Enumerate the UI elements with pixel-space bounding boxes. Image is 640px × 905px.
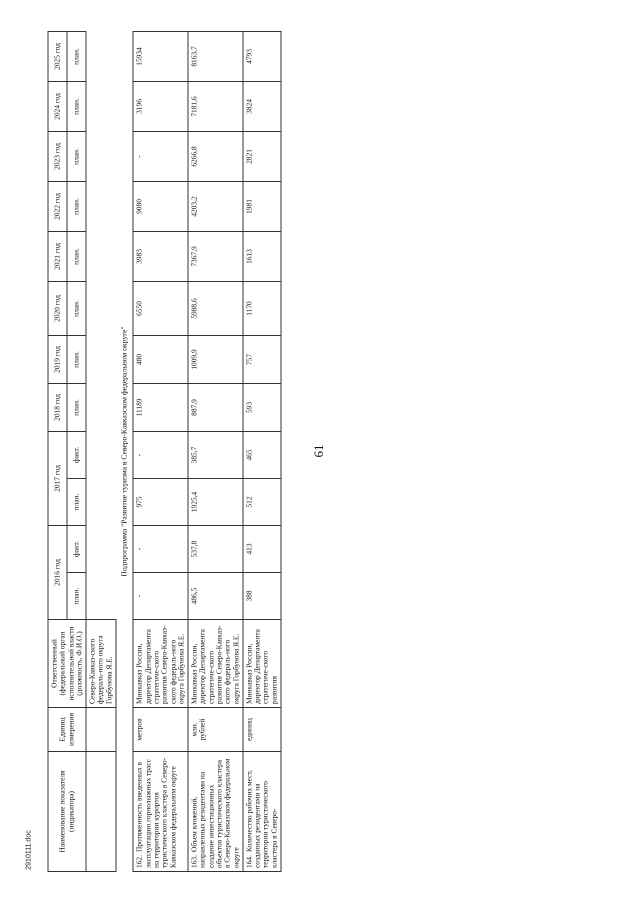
header-2024-plan: план. <box>67 82 86 132</box>
carryover-spacer <box>86 32 116 620</box>
header-2017-plan: план. <box>67 479 86 526</box>
indicator-cell <box>188 752 243 872</box>
value-2019: 757 <box>243 336 281 384</box>
value-2022: 9080 <box>133 182 188 232</box>
value-2016-plan: 486,5 <box>188 573 243 620</box>
header-2025-plan: план. <box>67 32 86 82</box>
header-row <box>48 32 67 872</box>
indicator-name: Объем вложений, направленных резидентами на создание инвестиционных объектов туристического кластера в Северо-Кавказском федеральном округе <box>189 758 241 868</box>
indicator-name: Количество рабочих мест, созданных резидентами на территории туристического кластера в Северо- <box>244 770 279 868</box>
value-2016-fact: 537,8 <box>188 526 243 573</box>
value-2016-fact: 413 <box>243 526 281 573</box>
header-2018-plan: план. <box>67 384 86 432</box>
header-2019-plan: план. <box>67 336 86 384</box>
header-2020-plan: план. <box>67 282 86 336</box>
subprogram-title: Подпрограмма "Развитие туризма в Северо-Кавказском федеральном округе" <box>119 326 129 577</box>
header-2016-fact: факт. <box>67 526 86 573</box>
indicator-name: Протяженность введенных в эксплуатацию горнолыжных трасс на территории курортов туристического кластера в Северо-Кавказском федеральном округе <box>134 757 178 868</box>
table-row <box>188 32 243 872</box>
header-2021-plan: план. <box>67 232 86 282</box>
indicator-table <box>48 31 282 872</box>
table-row <box>133 32 188 872</box>
table-row <box>243 32 281 872</box>
header-year-2016: 2016 год <box>48 526 67 620</box>
row-number: 163. <box>189 855 199 868</box>
carryover-empty-name <box>86 752 116 872</box>
value-2017-fact: 465 <box>243 432 281 479</box>
row-number: 164. <box>244 855 254 868</box>
value-2021: 1613 <box>243 232 281 282</box>
value-2025: 15934 <box>133 32 188 82</box>
carryover-row <box>86 32 116 872</box>
rotated-table-container <box>48 32 593 872</box>
header-year-2023: 2023 год <box>48 132 67 182</box>
value-2021: 3983 <box>133 232 188 282</box>
header-year-2025: 2025 год <box>48 32 67 82</box>
value-2018: 11189 <box>133 384 188 432</box>
header-2022-plan: план. <box>67 182 86 232</box>
value-2024: 3824 <box>243 82 281 132</box>
value-2025: 4793 <box>243 32 281 82</box>
document-code: 2910111.doc <box>25 830 33 870</box>
header-year-2020: 2020 год <box>48 282 67 336</box>
header-year-2024: 2024 год <box>48 82 67 132</box>
responsible-cell: Минкавказ России, директор Департамента стратегиче-ского развития Северо-Кавказ-ского федераль-ного округа Горбунова Я.Е. <box>188 620 243 708</box>
header-year-2022: 2022 год <box>48 182 67 232</box>
subprogram-row <box>116 32 134 872</box>
value-2016-plan: 388 <box>243 573 281 620</box>
header-2016-plan: план. <box>67 573 86 620</box>
value-2017-plan: 975 <box>133 479 188 526</box>
header-year-2021: 2021 год <box>48 232 67 282</box>
value-2020: 1170 <box>243 282 281 336</box>
header-year-2017: 2017 год <box>48 432 67 526</box>
value-2022: 4203,2 <box>188 182 243 232</box>
value-2023: 6266,8 <box>188 132 243 182</box>
value-2025: 8163,7 <box>188 32 243 82</box>
header-2023-plan: план. <box>67 132 86 182</box>
row-number: 162. <box>134 855 144 868</box>
value-2017-fact: 385,7 <box>188 432 243 479</box>
unit-cell: метров <box>133 708 188 752</box>
value-2020: 5988,6 <box>188 282 243 336</box>
indicator-cell <box>243 752 281 872</box>
value-2023: 2821 <box>243 132 281 182</box>
unit-cell: единиц <box>243 708 281 752</box>
value-2018: 887,9 <box>188 384 243 432</box>
carryover-empty-unit <box>86 708 116 752</box>
header-2017-fact: факт. <box>67 432 86 479</box>
value-2019: 480 <box>133 336 188 384</box>
value-2022: 1981 <box>243 182 281 232</box>
value-2016-fact: - <box>133 526 188 573</box>
value-2020: 6550 <box>133 282 188 336</box>
value-2017-fact: - <box>133 432 188 479</box>
responsible-cell: Минкавказ России, директор Департамента стратегиче-ского развития Северо-Кавказ-ского федераль-ного округа Горбунова Я.Е. <box>133 620 188 708</box>
header-unit: Единиц измерения <box>48 708 86 752</box>
header-responsible: Ответственный (федеральный орган исполнительной власти (должность, Ф.И.О.) <box>48 620 86 708</box>
header-indicator-name: Наименование показателя (индикатора) <box>48 752 86 872</box>
header-year-2019: 2019 год <box>48 336 67 384</box>
carryover-responsible: Северо-Кавказ-ского федераль-ного округа Горбунова Я.Е. <box>86 620 116 708</box>
unit-cell: млн. рублей <box>188 708 243 752</box>
header-year-2018: 2018 год <box>48 384 67 432</box>
value-2023: - <box>133 132 188 182</box>
value-2024: 3196 <box>133 82 188 132</box>
value-2024: 7181,6 <box>188 82 243 132</box>
value-2021: 7367,9 <box>188 232 243 282</box>
value-2017-plan: 512 <box>243 479 281 526</box>
indicator-cell <box>133 752 188 872</box>
value-2018: 593 <box>243 384 281 432</box>
value-2019: 1009,9 <box>188 336 243 384</box>
responsible-cell: Минкавказ России, директор Департамента стратегиче-ского развития <box>243 620 281 708</box>
page-number: 61 <box>311 444 326 458</box>
value-2017-plan: 1925,4 <box>188 479 243 526</box>
value-2016-plan: - <box>133 573 188 620</box>
